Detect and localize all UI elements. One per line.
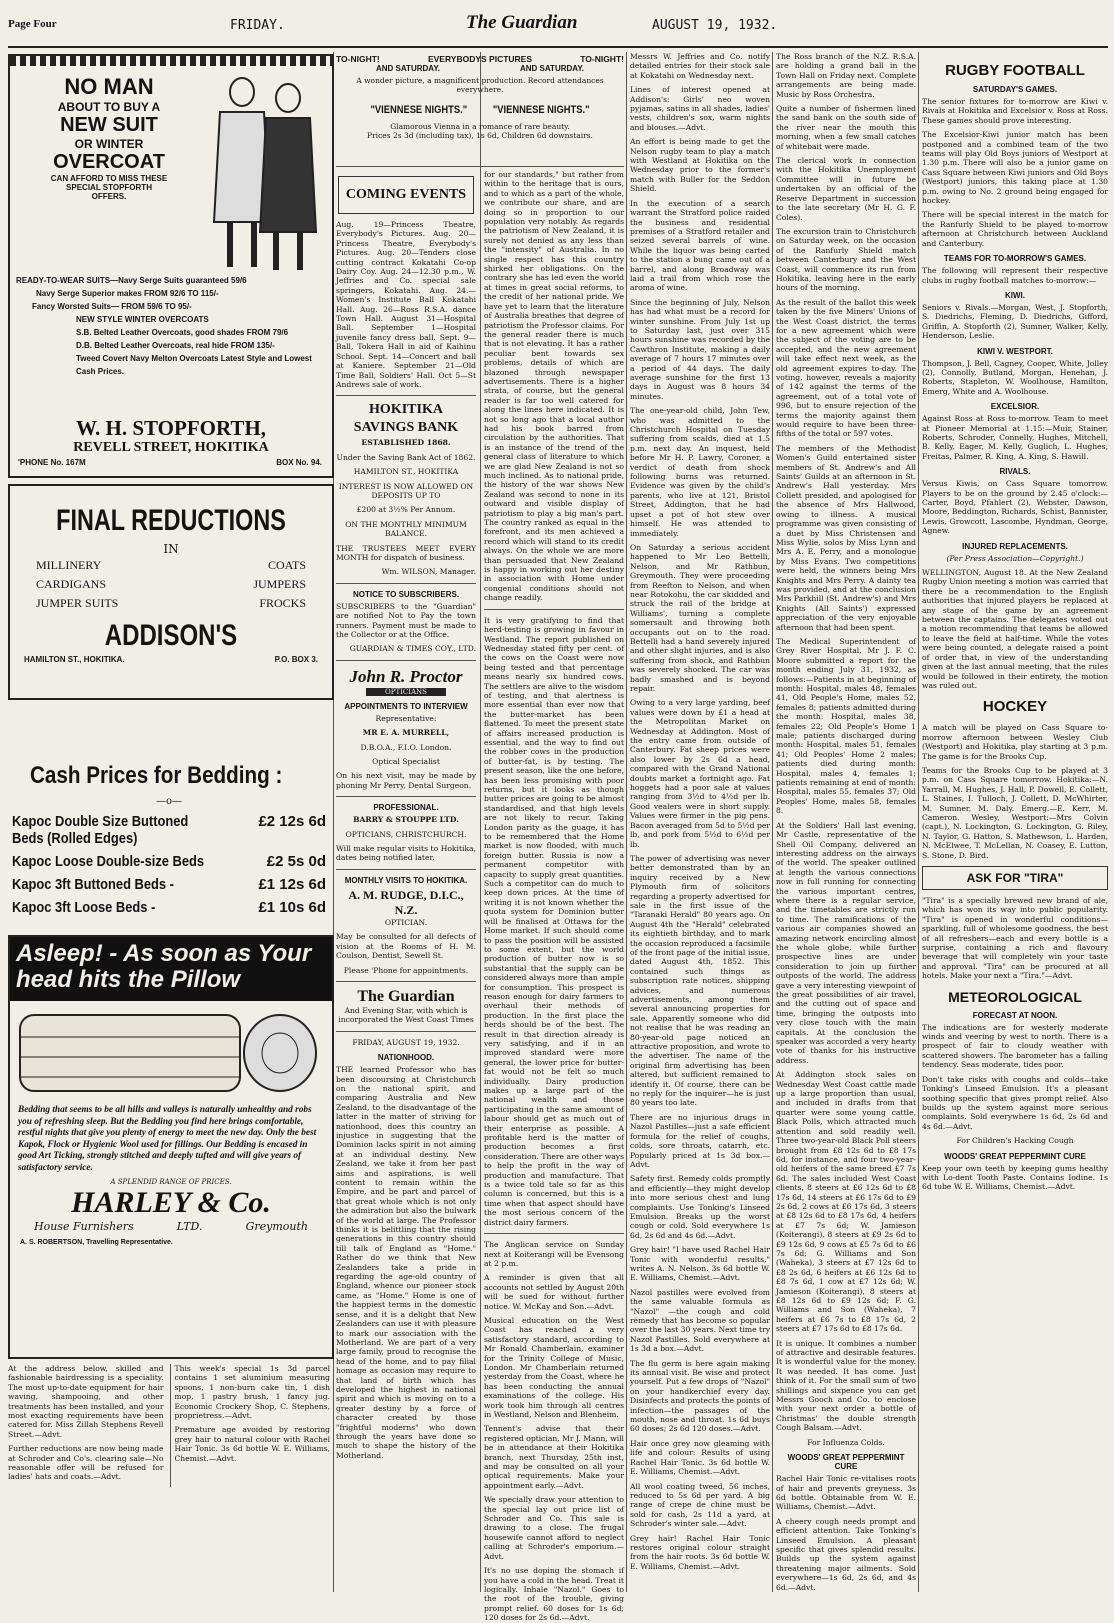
press-credit: (Per Press Association—Copyright.) <box>946 553 1084 563</box>
price-line: READY-TO-WEAR SUITS—Navy Serge Suits guaranteed 59/6 <box>16 276 247 285</box>
price-line: Tweed Covert Navy Melton Overcoats Latest Style and Lowest Cash Prices. <box>76 354 312 376</box>
ad-text: A. S. ROBERTSON, Travelling Representative. <box>20 1239 173 1246</box>
news-paragraph: The members of the Methodist Women's Guild entertained sister members of St. Andrew's and All Saints' Guilds at an afternoon in St. Andrew's Hall yesterday. Mrs Collett presided, and apologised for the absence of Mrs Hallwood, owing to illness. A musical programme was given consisting of a duet by Miss Christensen and Miss Wylie, solos by Miss Lynn and Mrs A. E. Perry, and a monologue by Miss Evans. Two competitions were held, the winners being Mrs Knights and Mrs Perry. A dainty tea was provided, and at the conclusion Mrs Parkhill (St. Andrew's) and Mrs Knights (All Saints') expressed appreciation of the very enjoyable afternoon that had been spent. <box>776 443 916 632</box>
ad-headline: EVERYBODYS PICTURES <box>427 54 533 64</box>
news-paragraph: Tennent's advise that their registered optician, Mr J. Mann, will be in attendance at their Hokitika branch, next Thursday, 25th inst, and may be consulted on all your optical requirements. Make your appointment early.—Advt. <box>484 1424 624 1490</box>
bedding-item-name: Kapoc Loose Double-size Beds <box>12 853 205 870</box>
news-paragraph: On Saturday a serious accident happened to Mr Leo Bettelli, Nelson, and Mr Rathbun, Greymouth. They were proceeding from Reefton to Nelson, and when near Rotokohu, the car skidded and struck the rail of the bridge at Williams', turning a complete somersault and throwing both occupants out on to the road. Bettelli had a hand severely injured and other slight injuries, and is also suffering from shock, and Rathbun was severely shocked. The car was badly smashed and is beyond repair. <box>630 542 770 693</box>
news-paragraph: Hair once grey now gleaming with life and colour: Results of using Rachel Hair Tonic. 3s 6d bottle W. E. Williams, Chemist.—Advt. <box>630 1438 770 1477</box>
ad-headline: WOODS' GREAT PEPPERMINT CURE <box>944 1151 1086 1161</box>
ad-text: OFFERS. <box>91 192 127 201</box>
bedding-item-name: Kapoc 3ft Buttoned Beds - <box>12 876 174 893</box>
team-list: Against Ross at Ross to-morrow. Team to meet at Pioneer Memorial at 1.15:—Muir, Stainer, Roberts, Schroder, Connelly, Hughes, Mitchell, B. Kelly, Eager, M. Kelly, Guglich, L. Hughes, Freitas, Palmer, R. King, A. King, S. Hawill. <box>922 414 1108 461</box>
divider <box>336 395 476 396</box>
ad-item: MILLINERY <box>36 558 102 572</box>
column-rule <box>480 52 481 1592</box>
news-paragraph: WELLINGTON, August 18. At the New Zealand Rugby Union meeting a motion was carried that there be a recommendation to the English authorities that injured players be replaced at any stage of the game by an agreement between the captains. The delegates voted out a motion recommending that teams be allowed to leave the field at half-time. While the votes were being counted, a delegate raised a point of order that, in view of the understanding given at the last annual meeting, that the rules would be followed in their entirety, the motion was ruled out. <box>922 568 1108 690</box>
ad-text: TO-NIGHT! <box>580 54 624 64</box>
paper-name: The Guardian <box>357 987 455 1005</box>
news-paragraph: Since the beginning of July, Nelson has had what must be a record for winter sunshine. From July 1st up to Saturday last, just over 315 hours sunshine was recorded by the Cawthron Institute, making a daily average of 7 hours 17 minutes over a period of 44 days. The daily average sunshine for the first 13 days in August was 8 hours 34 minutes. <box>630 297 770 401</box>
ad-item: JUMPERS <box>253 577 306 591</box>
ad-text: LTD. <box>176 1220 203 1233</box>
ad-banner: Asleep! - As soon as Your head hits the Pillow <box>10 937 332 1001</box>
ad-text: A wonder picture, a magnificent production. Record attendances everywhere. <box>356 76 604 94</box>
ad-text: SPECIAL STOPFORTH <box>66 183 152 192</box>
ad-text: THE TRUSTEES MEET EVERY MONTH for dispatch of business. <box>336 543 476 562</box>
box-number: BOX No. 94. <box>276 458 322 467</box>
bedding-price-row <box>12 853 326 870</box>
news-paragraph: The Excelsior-Kiwi junior match has been postponed and a combined team of the two teams will play Old Boys juniors of Westport at 1.30 p.m. There will also be a junior game on Cass Square between Kiwi juniors and Old Boys (Westport) juniors, this taking place at 1.30 p.m. owing to No. 2 ground being engaged for hockey. <box>922 130 1108 206</box>
news-paragraph: There are no injurious drugs in Nazol Pastilles—just a safe efficient formula for the relief of coughs, colds, sore throats, catarrh, etc. Popularly priced at 1s 3d box.—Advt. <box>630 1112 770 1169</box>
addisons-advert <box>8 484 334 700</box>
ad-text: House Furnishers <box>34 1220 134 1233</box>
newspaper-title: The Guardian <box>466 12 578 33</box>
divider <box>336 796 476 797</box>
ad-text: And Evening Star, with which is incorporated the West Coast Times <box>338 1005 474 1025</box>
ad-text: HAMILTON ST., HOKITIKA <box>353 467 459 477</box>
ad-text: GUARDIAN & TIMES COY., LTD. <box>349 644 476 654</box>
ad-text: OPTICIANS, CHRISTCHURCH. <box>345 829 467 839</box>
divider <box>336 981 476 982</box>
news-paragraph: As the result of the ballot this week taken by the five Miners' Unions of the West Coast district, the terms for a new agreement which were the subject of the voting are to be accepted, and the new agreement will take effect next week, as the old agreement expires to-day. The voting, however, reveals a majority of 142 against the terms of the agreement, out of a total vote of 996, but to ensure rejection of the terms the majority against them would require to have been three-fifths of the total or 597 votes. <box>776 297 916 439</box>
ad-text: INTEREST IS NOW ALLOWED ON DEPOSITS UP TO <box>338 481 474 500</box>
ad-text: AND SATURDAY. <box>375 64 440 73</box>
proctor-logo: John R. Proctor <box>349 666 463 686</box>
bedding-price-list <box>8 813 330 916</box>
ad-text: Will make regular visits to Hokitika, dates being notified later. <box>336 844 476 863</box>
advert-paragraph: This week's special 1s 3d parcel contains 1 set aluminium measuring spoons, 1 non-burn cake tin, 1 dish mop, 1 pastry brush, 1 fancy jug. Economic Crockery Shop, C. Stephens, proprietress.—Advt. <box>174 1364 330 1421</box>
team-list: Seniors v. Rivals.—Morgan, West, J. Stopforth, S. Diedrichs, Fleming, D. Diedrichs, Gifford, Griffin, A. Stopforth (2), Sumner, Walker, Kelly, Henderson, Leslie. <box>922 302 1108 341</box>
editorial-body: It is very gratifying to find that herd-testing is growing in favour in Westland. The report published on Wednesday stated fifty per cent. of the cows on the Coast were now being tested and that percentage means nearly six hundred cows. The settlers are alive to the wisdom of testing, and that alertness is more essential than ever now that the butter-market has been flattened. To meet the present state of affairs increased production is essential, and the way to find out the robber cows in the production of butter-fat, is by testing. The present season, like the one before, has been less promising with poor returns, but it looks as though butter prices are going to be almost standardised, and that high levels are not likely to recur. Taking London parity as the guage, it has to be remembered that the Home market is now flooded, with much foreign butter. Russia is now a permanent competitor with capacity to supply great quantities. Such a competitor can do much to keep down prices. At the time of writing it is not known whether the quota system for Dominion butter will be finalised at Ottawa for the Home market. If such should come to pass the position will be assisted to some extent, but the world production of butter now is so substantial that the supply can be considered always more than ample for consumption. This prospect is reason enough for dairy farmers to overhaul their methods of production. In the first place the herds should be of the best. The result in that direction already is very satisfying, and if in an improved standard were more general, the lower price for butter-fat would not be felt so much individually. Dairy production makes up a large part of the national wealth and those participating in the same amount of labour should get as much out of their enterprise as possible. A profitable herd is the matter of production becomes a first consideration. There are other ways to help the profit in the way of production and manufacture. That is a twice told tale so far as this column is concerned, but this is a time when that aspect should have the most serious concern of the district dairy farmers. <box>484 615 624 1227</box>
film-title: "VIENNESE NIGHTS." <box>492 104 590 116</box>
news-paragraph: The Medical Superintendent of Grey River Hospital, Mr J. F. C. Moore submitted a report for the month ending July 31, 1932, as follows:—Patients in at beginning of month: Hospital, males 48, females 41, Old People's Home, males 52, females 8; patients admitted during the month: Hospital, males 38, females 22; Old People's Home 1 male; patients discharged during month: Hospital, males 51, females 41; Old Peoples' Home 2 males; patients died during month: Hospital, males 4, females 1; patients remaining at end of month: Hospital, males 55, females 37; Old Peoples' Home, males 58, females 8. <box>776 636 916 816</box>
two-men-illustration <box>200 72 320 272</box>
column-5 <box>776 52 916 1592</box>
subheading: SATURDAY'S GAMES. <box>972 85 1058 94</box>
news-paragraph: Don't take risks with coughs and colds—take Tonking's Linseed Emulsion. It's a pleasant soothing specific that gives prompt relief. Also builds up the system against more serious complaints. Sold everywhere 1s 6d, 2s 6d and 4s 6d.—Advt. <box>922 1074 1108 1131</box>
page-number: Page Four <box>8 18 57 30</box>
divider <box>336 660 476 661</box>
advert-paragraph: At the address below, skilled and fashionable hairdressing is a speciality. The most up-to-date equipment for hair waving, shampooing, and other treatments has been installed, and your most exacting requirements have been catered for. Miss Zillah Stephens Revell Street.—Advt. <box>8 1364 164 1439</box>
news-paragraph: Owing to a very large yarding, beef values were down by £1 a head at the Metropolitan Market on Wednesday at Addington. Most of the entry came from outside of Canterbury. Fat sheep prices were also lower by 2s 6d a head, compared with the Grand National doubts market a fortnight ago. Fat hoggets had a poor sale at values ranging from 3½d to 4½d per lb. Good vealers were in short supply. Values were firmer in the pig pens. Bacon averaged from 5d to 5½d per lb, and pork from 5½d to 6½d per lb. <box>630 698 770 849</box>
advertiser-name: W. H. STOPFORTH, <box>75 416 267 440</box>
news-paragraph: Quite a number of fishermen lined the sand bank on the south side of the river near the mouth this morning, when a few small catches of whitebait were made. <box>776 104 916 151</box>
ad-text: AND SATURDAY. <box>519 64 584 73</box>
ad-item: FROCKS <box>259 596 306 610</box>
divider <box>484 1233 624 1234</box>
price-line: D.B. Belted Leather Overcoats, real hide FROM 135/- <box>76 341 275 350</box>
news-paragraph: An effort is being made to get the Nelson rugby team to play a match with Westland at Hokitika on the Wednesday prior to the former's match with Buller for the Seddon Shield. <box>630 137 770 194</box>
ad-text: D.B.O.A., F.I.O. London. <box>360 742 452 752</box>
column-1-notices <box>8 1364 330 1592</box>
ad-text: A SPLENDID RANGE OF PRICES. <box>110 1178 232 1186</box>
news-paragraph: Messrs W. Jeffries and Co. notify detailed entries for their stock sale at Kokatahi on Wednesday next. <box>630 52 770 80</box>
news-paragraph: There will be special interest in the match for the Ranfurly Shield to be played to-morrow afternoon at Christchurch between Auckland and Canterbury. <box>922 210 1108 248</box>
ad-headline: Cash Prices for Bedding : <box>30 762 283 789</box>
ad-text: May be consulted for all defects of vision at the Rooms of H. M. Coulson, Dentist, Sewell St. <box>336 932 476 961</box>
ad-item: CARDIGANS <box>36 577 107 591</box>
masthead-day: FRIDAY. <box>230 18 285 33</box>
ad-text: Optical Specialist <box>372 757 440 767</box>
subheading: FORECAST AT NOON. <box>972 1010 1058 1020</box>
divider <box>336 583 476 584</box>
bedding-item-name: Kapoc 3ft Loose Beds - <box>12 899 156 916</box>
editorial-date: FRIDAY, AUGUST 19, 1932. <box>352 1037 460 1047</box>
section-heading: METEOROLOGICAL <box>948 988 1082 1005</box>
section-heading: PROFESSIONAL. <box>373 803 439 813</box>
advert-paragraph: Premature age avoided by restoring grey hair to natural colour with Rachel Hair Tonic. 3s 6d bottle W. E. Williams, Chemist.—Advt. <box>174 1425 330 1463</box>
ad-text: OPTICIANS <box>366 688 446 696</box>
news-paragraph: The flu germ is here again making its annual visit. Be wise and protect yourself. Put a few drops of "Nazol" on your handkerchief every day. Disinfects and protects the points of infection—the passages of the mouth, nose and throat. 1s 6d buys 60 doses; 2s 6d 120 doses.—Advt. <box>630 1358 770 1434</box>
editorial-body: THE learned Professor who has been discoursing at Christchurch on the national spirit, and comparing Australia and New Zealand, to the disadvantage of the latter in the matter of striving for nationhood, does this country an injustice in suggesting that the Dominion lacks spirit in not aiming at an individual destiny. New Zealand, we take it from her past aims and aspirations, is well content to remain within the Empire, and be part and parcel of that great whole which is not only the admiration but also the bulwark of the world at large. The Professor thinks it is belittling that the rising generations in this country should till talk of England as "Home." Rather do we think that New Zealanders take a pride in regarding the age-old country of England, whence our pioneer stock came, as "Home." Home is one of the happiest terms in the domestic sense, and it is a delight that New Zealanders can use it with pleasure to mark our association with the Motherland. We are part of a very large family, proud to recognise the head of the home, and to pay filial homage as occasion may require to that land of birth which has developed the highest in national spirit and which is moving on to a greater destiny by a force of character created by those "frightful moderns" who down through the years have done so much to shape the history of the Motherland. <box>336 1065 476 1460</box>
news-paragraph: Grey hair! "I have used Rachel Hair Tonic with wonderful results," writes A. N. Nelson. 3s 6d bottle W. E. Williams, Chemist.—Advt. <box>630 1245 770 1283</box>
ad-text: ABOUT TO BUY A <box>57 100 161 114</box>
news-paragraph: Lines of interest opened at Addison's: Girls' neo woven pyjamas, satins in all shades, ladies' vests, children's sox, warm nights and blouses.—Advt. <box>630 85 770 132</box>
divider <box>484 609 624 610</box>
price-line: Fancy Worsted Suits— FROM 59/6 TO 95/- <box>32 302 192 311</box>
masthead-rule <box>8 46 1108 48</box>
subheading: EXCELSIOR. <box>990 402 1040 412</box>
bank-name: HOKITIKA <box>369 402 443 418</box>
bedding-price-row <box>12 899 326 916</box>
ornament: —o— <box>155 796 183 807</box>
ad-item: COATS <box>267 558 306 572</box>
notice-paragraph: SUBSCRIBERS to the "Guardian" are notified Not to Pay the town runners. Payment must be made to the Collector or at the Office. <box>336 601 476 639</box>
ad-text: ON THE MONTHLY MINIMUM BALANCE. <box>345 519 467 539</box>
ad-headline: FINAL REDUCTIONS <box>56 504 286 537</box>
ad-text: Representative: <box>375 713 437 723</box>
column-2 <box>336 170 476 1592</box>
advertiser-name: ADDISON'S <box>104 619 238 652</box>
news-paragraph: The Ross branch of the N.Z. R.S.A. are holding a grand ball in the Town Hall on Friday next. Complete arrangements are being made. Music by Ross Orchestra. <box>776 52 916 99</box>
news-paragraph: We specially draw your attention to the special lay out price list of Schroder and Co. This sale is drawing to a close. The frugal housewife cannot afford to neglect calling at Schroder's emporium.—Advt. <box>484 1495 624 1561</box>
phone-number: 'PHONE No. 167M <box>18 458 86 467</box>
advertiser-address: REVELL STREET, HOKITIKA <box>73 440 269 455</box>
news-paragraph: It's no use doping the stomach if you have a cold in the head. Treat it logically. Inhale "Nazol." Goes to the root of the trouble, giving prompt relief. 60 doses for 1s 6d; 120 doses for 2s 6d.—Advt. <box>484 1566 624 1623</box>
news-paragraph: Musical education on the West Coast has reached a very satisfactory standard, according to Mr Ronald Chamberlain, examiner for the Trinity College of Music, London. Mr Chamberlain returned yesterday from the Coast, where he has been conducting the annual examinations of the college. His work took him through all centres in Westland, Nelson and Blenheim. <box>484 1315 624 1419</box>
ad-text: APPOINTMENTS TO INTERVIEW <box>344 701 468 711</box>
news-paragraph: The senior fixtures for to-morrow are Kiwi v. Rivals at Hokitika and Excelsior v. Ross at Ross. These games should prove interesting. <box>922 97 1108 125</box>
ad-text: OPTICIAN. <box>384 917 428 927</box>
ad-text: For Children's Hacking Cough <box>956 1136 1074 1146</box>
section-heading: HOCKEY <box>982 698 1048 716</box>
news-paragraph: At the Soldiers' Hall last evening, Mr Castle, representative of the Shell Oil Company, delivered an interesting address on the airways of the world. The speaker outlined at length the various connections now in full running for connecting the various important centres, where there is a regular service, and the timetables are strictly run to time. The ramifications of the various air companies showed an amazing network encircling almost the whole globe, while further prospective lines are under consideration to join up further outposts of the world. The address gave a very interesting viewpoint of the great possibilities of air travel, and the cutting out of space and time, bringing the outposts into very close touch with the main capitals. At the conclusion the speaker was accorded a very hearty vote of thanks for his instructive address. <box>776 820 916 1065</box>
advert-paragraph: Further reductions are now being made at Schroder and Co's. clearing sale—No reasonable offer will be refused for ladies' hats and coats.—Advt. <box>8 1444 164 1482</box>
news-paragraph: The excursion train to Christchurch on Saturday week, on the occasion of the Ranfurly Shield match between Canterbury and the West Coast, will commence its run from Hokitika, leaving here in the early hours of the morning. <box>776 226 916 293</box>
ad-text: MR E. A. MURRELL, <box>362 728 450 738</box>
bedding-item-price: £2 12s 6d <box>258 813 326 830</box>
news-paragraph: The clerical work in connection with the Hokitika Unemployment Committee will in future be undertaken by an official of the Reserve Department in succession to the late secretary (Mr H. G. F. Coles). <box>776 156 916 222</box>
subheading: TEAMS FOR TO-MORROW'S GAMES. <box>943 254 1087 264</box>
section-heading: RUGBY FOOTBALL <box>945 62 1085 79</box>
ad-text: Please 'Phone for appointments. <box>343 965 469 975</box>
news-paragraph: In the execution of a search warrant the Stratford police raided the business and residential premises of a Stratford retailer and seized several barrels of wine. While the liquor was being carted to the station a bung came out of a barrel, and along Broadway was laid a trail from which rose the aroma of wine. <box>630 198 770 293</box>
bedding-item-name: Kapoc Double Size Buttoned Beds (Rolled Edges) <box>12 813 189 847</box>
ad-text: BARRY & STOUPPE LTD. <box>353 815 459 825</box>
ad-text: £200 at 3½% Per Annum. <box>356 505 456 515</box>
ad-text: MONTHLY VISITS TO HOKITIKA. <box>344 875 468 885</box>
news-paragraph: It is unique. It combines a number of attractive and desirable features. It is wonderful value for the money. It was needed. It has come. Just think of it. For the small sum of two shillings and sixpence you can get Messrs Gooch and Co. to enclose with your next order a bottle of Christmas' the double strength Cough Balsam.—Advt. <box>776 1338 916 1433</box>
column-4 <box>630 52 770 1592</box>
ad-headline: NEW SUIT <box>60 114 158 136</box>
team-list: Teams for the Brooks Cup to be played at 3 p.m. on Cass Square tomorrow. Hokitika:—N. Yarrall, M. Hughes, J. Hall, P. Dowell, E. Collett, L. Staines, I. Tulloch, J. Collett, D. McWhirter, M. Sumner, M. Daly. Emerg.—E. Kerr, M. Cameron. Wesley, Westport:—Mrs Colvin (capt.), N. Lockington, G. Lockington, G. Riley, N. Taylor, G. Hatton, S. Mathewson, L. Harden, N. McElwee, T. McLellan, N. Coasey, E. Lutton, S. Stone, D. Bird. <box>922 765 1108 860</box>
ad-text: CAN AFFORD TO MISS THESE <box>50 174 168 183</box>
ad-headline: WOODS' GREAT PEPPERMINT CURE <box>787 1453 905 1472</box>
divider <box>336 166 624 167</box>
price-line: NEW STYLE WINTER OVERCOATS <box>76 315 209 324</box>
team-list: Thompson, J. Bell, Cagney, Cooper, White, Jolley (2), Connolly, Butland, Morgan, Henehan, J. Roberts, Stapleton, W. Woolhouse, Hamilton, Emerg, White and A. Woolhouse. <box>922 358 1108 396</box>
ad-text: Wm. WILSON, Manager. <box>381 567 476 577</box>
subheading: KIWI. <box>1005 290 1025 300</box>
column-rule <box>626 52 627 1592</box>
divider <box>336 869 476 870</box>
events-list: Aug. 19—Princess Theatre, Everybody's Pictures. Aug. 20—Princess Theatre, Everybody's Pictures. Aug. 20—Tenders close cutting contract Kokatahi Co-op Dairy Coy. Aug. 24—12.30 p.m., W. Jeffries and Co. special sale springers, Kokatahi. Aug. 24.—Women's Institute Ball Kokatahi Hall. Aug. 26—Ross R.S.A. dance Town Hall. August 31—Hospital Ball. September 1—Hospital juvenile fancy dress ball. Sept. 9—Ball, Tokera Hall in aid of Kaihinu School. Sept. 14—Concert and ball at Kaniere. September 21—Old Time Ball, Soldiers' Hall. Oct 5—St Andrews sale of work. <box>336 220 476 389</box>
news-paragraph: Safety first. Remedy colds promptly and efficiently—they might develop into more serious chest and lung complaints. Use Tonking's Linseed Emulsion. Breaks up the worst cough or cold. Sold everywhere 1s 6d, 2s 6d and 4s 6d.—Advt. <box>630 1174 770 1240</box>
ad-text: Prices 2s 3d (including tax), 1s 6d, Children 6d downstairs. <box>367 131 593 140</box>
bedding-item-price: £1 12s 6d <box>258 876 326 893</box>
advertiser-address: HAMILTON ST., HOKITIKA. <box>24 655 125 664</box>
ad-headline: OVERCOAT <box>53 151 165 173</box>
news-paragraph: A reminder is given that all accounts not settled by August 20th will be sued for without further notice. W. McKay and Son.—Advt. <box>484 1273 624 1311</box>
pictures-advert <box>336 54 624 164</box>
news-paragraph: Keep your own teeth by keeping gums healthy with Lo-dent Tooth Paste. Contains Iodine. 1s 6d tube W. E. Williams, Chemist.—Advt. <box>922 1163 1108 1192</box>
news-paragraph: All wool coating tweed, 56 inches, reduced to 5s 6d per yard. A big range of crepe de chine must be sold for cash, 2s 11d a yard, at Schroder's winter sale.—Advt. <box>630 1481 770 1529</box>
ad-text: TO-NIGHT! <box>336 54 380 64</box>
film-title: "VIENNESE NIGHTS." <box>370 104 468 116</box>
news-paragraph: Grey hair! Rachel Hair Tonic restores original colour straight from the hair roots. 3s 6d bottle W. E. Williams, Chemist.—Advt. <box>630 1533 770 1571</box>
ad-text: OR WINTER <box>74 137 144 151</box>
editorial-body: for our standards," but rather from within to the heritage that is ours, and to which as a part of the whole, we contribute our share, and are doing so in proportion to our population very notably. As regards the patriotism of New Zealand, it is surely not denied as any less than the "intensity" of Australia. In no single respect has this country shirked her obligations. On the contrary she has led even the world at times in great social reforms, to the credit of her national pride. We have yet to learn that the literature of Australia breathes that degree of patriotism the Professor claims. For the general reader there is much that is not elevating. It has a rather peculiar bent towards sex problems, details of which are blazoned through newspaper advertisements. There is a higher strata, of course, but the general reader is far too well catered for along the lines here indicated. It is not so long ago that a local author had his book barred from circulation by the authorities. That is an instance of the trend of the general class of literature to which we are glad New Zealand is not so much inclined. As to national pride, the history of the war shows New Zealand was second to none in its outward and visible display of patriotism to play a big man's part. The country ranked as equal in the forefront, and its men achieved a record which will stand to its credit always. On the whole we are more than persuaded that New Zealand is happy in working out her destiny in association with Home under congenial conditions should not change readily. <box>484 170 624 603</box>
news-paragraph: The one-year-old child, John Tew, who was admitted to the Christchurch Hospital on Tuesday suffering from scalds, died at 1.5 p.m. next day. An inquest, held before Mr H. P. Lawry, Coroner, a verdict of death from shock following burns was returned. Evidence was given by the child's parents, who live at 121, Bristol Street, Addington, that he had upset a pot of hot stew over himself. He was attended to immediately. <box>630 406 770 538</box>
section-heading: COMING EVENTS <box>345 187 467 202</box>
news-paragraph: The Anglican service on Sunday next at Koiterangi will be Evensong at 2 p.m. <box>484 1240 624 1268</box>
news-paragraph: At Addington stock sales on Wednesday West Coast cattle made up a large proportion than usual, and included in drafts from that quarter were some young cattle, Black Polls, which attracted much attention and sold readily well. Three two-year-old Black Poll steers brought from £8 12s 6d to £8 17s 6d, for instance, and four two-year-old heifers of the same breed £7 7s 6d. The sales included West Coast clients, 8 steers at £6 12s 6d to £8 17s 6d, 14 steers at £6 17s 6d to £9 2s 6d, 2 cows at £6 17s 6d, 3 steers at £8 12s 6d to £8 17s 6d, 4 heifers at £7 7s 6d; W. Jamieson (Koiterangi), 8 steers at £9 2s 6d to £9 12s 6d, 9 cows at £5 7s 6d to £6 7s 6d; G. Williams and Son (Waheka), 3 steers at £7 12s 6d to £8 2s 6d, 6 heifers at £6 12s 6d to £8 7s 6d, 1 cow at £7 12s 6d; W. Jamieson (Koiterangi), 8 steers at £8 12s 6d to £9 12s 6d; F. G. Williams and Son (Waheka), 7 heifers at £6 7s to £8 17s 6d, 2 steers at £7 17s 6d to £8 17s 6d. <box>776 1070 916 1334</box>
section-heading: NOTICE TO SUBSCRIBERS. <box>352 589 460 599</box>
news-paragraph: A cheery cough needs prompt and efficient attention. Take Tonking's Linseed Emulsion. A pleasant specific that gives splendid results. Builds up the system against threatening major ailments. Sold everywhere—1s 6d, 2s 6d, and 4s 6d.—Advt. <box>776 1516 916 1592</box>
bedding-item-price: £1 10s 6d <box>258 899 326 916</box>
ad-headline: NO MAN <box>64 74 154 99</box>
masthead-date: AUGUST 19, 1932. <box>652 18 778 33</box>
news-paragraph: The following will represent their respective clubs in rugby football matches to-morrow:— <box>922 266 1108 285</box>
column-3 <box>484 170 624 1623</box>
bedding-item-price: £2 5s 0d <box>266 853 326 870</box>
ad-text: A. M. RUDGE, D.I.C., N.Z. <box>348 887 464 917</box>
ad-item: JUMPER SUITS <box>36 596 119 610</box>
masthead <box>0 0 1114 36</box>
ad-text: Glamorous Vienna in a romance of rare beauty. <box>390 122 570 131</box>
subheading: RIVALS. <box>999 467 1031 477</box>
harley-advert <box>8 935 334 1359</box>
news-paragraph: A match will be played on Cass Square to-morrow afternoon between Wesley Club (Westport) and Hokitika, play starting at 3 p.m. The game is for the Brooks Cup. <box>922 723 1108 761</box>
ad-text: Greymouth <box>245 1220 308 1233</box>
stopforth-advert <box>8 54 334 478</box>
bedding-roll-illustration <box>10 1007 328 1099</box>
column-6 <box>922 52 1108 1592</box>
team-list: Versus Kiwis, on Cass Square tomorrow. Players to be on the ground by 2.45 o'clock:—Carter, Boyd, Pfahlert (2), Webster, Dawson, Moore, Beddington, Richards, Schist, Bannister, Lewis, Growcott, Lascombe, Hyndman, George, Agnew. <box>922 479 1108 536</box>
bedding-advert <box>8 706 330 926</box>
column-rule <box>918 52 919 1592</box>
box-number: P.O. BOX 3. <box>274 655 318 664</box>
ad-headline: ASK FOR "TIRA" <box>966 871 1064 885</box>
column-rule <box>772 52 773 1592</box>
advertiser-name: HARLEY & Co. <box>71 1186 271 1219</box>
news-paragraph: Nazol pastilles were evolved from the same valuable formula as "Nazol" —the cough and cold remedy that has become so popular over the last 30 years. Next time try Nazol Pastilles. Sold everywhere at 1s 3d a box.—Advt. <box>630 1287 770 1354</box>
subheading: KIWI V. WESTPORT. <box>977 346 1053 356</box>
ad-text: For Influenza Colds. <box>807 1437 885 1447</box>
divider <box>336 1031 476 1032</box>
news-paragraph: The indications are for westerly moderate winds and veering by west to north. There is a prospect of fair to cloudy weather with scattered showers. The barometer has a falling tendency. Seas moderate, tides poor. <box>922 1022 1108 1070</box>
ad-body: Bedding that seems to be all hills and valleys is naturally unhealthy and robs you of refreshing sleep. But the Bedding you find here brings comfortable, restful nights that give you plenty of energy to meet the new day. Only the best Kapok, Flock or Hygienic Wool used for fillings. Our Bedding is encased in good Art Ticking, strongly stitched and deeply tufted and will give years of satisfactory service. <box>18 1105 317 1173</box>
ornament-border <box>10 56 332 66</box>
bedding-price-row <box>12 876 326 893</box>
ad-text: On his next visit, may be made by phoning Mr Perry, Dental Surgeon. <box>336 771 476 790</box>
subheading: INJURED REPLACEMENTS. <box>962 541 1068 551</box>
editorial-heading: NATIONHOOD. <box>377 1053 435 1063</box>
ad-text: Under the Saving Bank Act of 1862. <box>336 452 476 462</box>
ad-text: ESTABLISHED 1868. <box>361 438 451 448</box>
bank-name: SAVINGS BANK <box>353 420 459 436</box>
news-paragraph: Rachel Hair Tonic re-vitalises roots of hair and prevents greyness. 3s 6d bottle. Obtainable from W. E. Williams, Chemist.—Advt. <box>776 1474 916 1512</box>
price-line: Navy Serge Superior makes FROM 92/6 TO 115/- <box>36 289 219 298</box>
price-line: S.B. Belted Leather Overcoats, good shades FROM 79/6 <box>76 328 289 337</box>
ad-text: "Tira" is a specially brewed new brand of ale, which has won its way into public popularity. "Tira" is opened in wonderful conditions—sparkling, full of wholesome goodness, the best of all refreshers—each and every bottle is a surprise, containing a rich and flavoury beverage that will completely win your taste and approval. "Tira" can be procured at all hotels. Make your next a "Tira."—Advt. <box>922 896 1108 981</box>
bedding-price-row <box>12 813 326 847</box>
news-paragraph: The power of advertising was never better demonstrated than by an inquiry received by a New Plymouth firm of solicitors regarding a property advertised for sale in the first issue of the "Taranaki Herald" 80 years ago. On August 4th the "Herald" celebrated its eightieth birthday, and to mark the occasion reproduced a facsimile of the front page of the initial issue, dated August 4th, 1852. This contained such things as subscription rate notices, shipping advices, and numerous advertisements, among them several announcing properties for sale. Apparently someone who did not realise that he was reading an 80-year-old page noticed an attractive proposition, and wrote to the advertiser. The name of the original firm advertising has been altered, but sufficient remained to identify it. Of course, there can be no reply for the inquirer—he is just 80 years too late. <box>630 853 770 1108</box>
ad-text: IN <box>163 542 179 556</box>
